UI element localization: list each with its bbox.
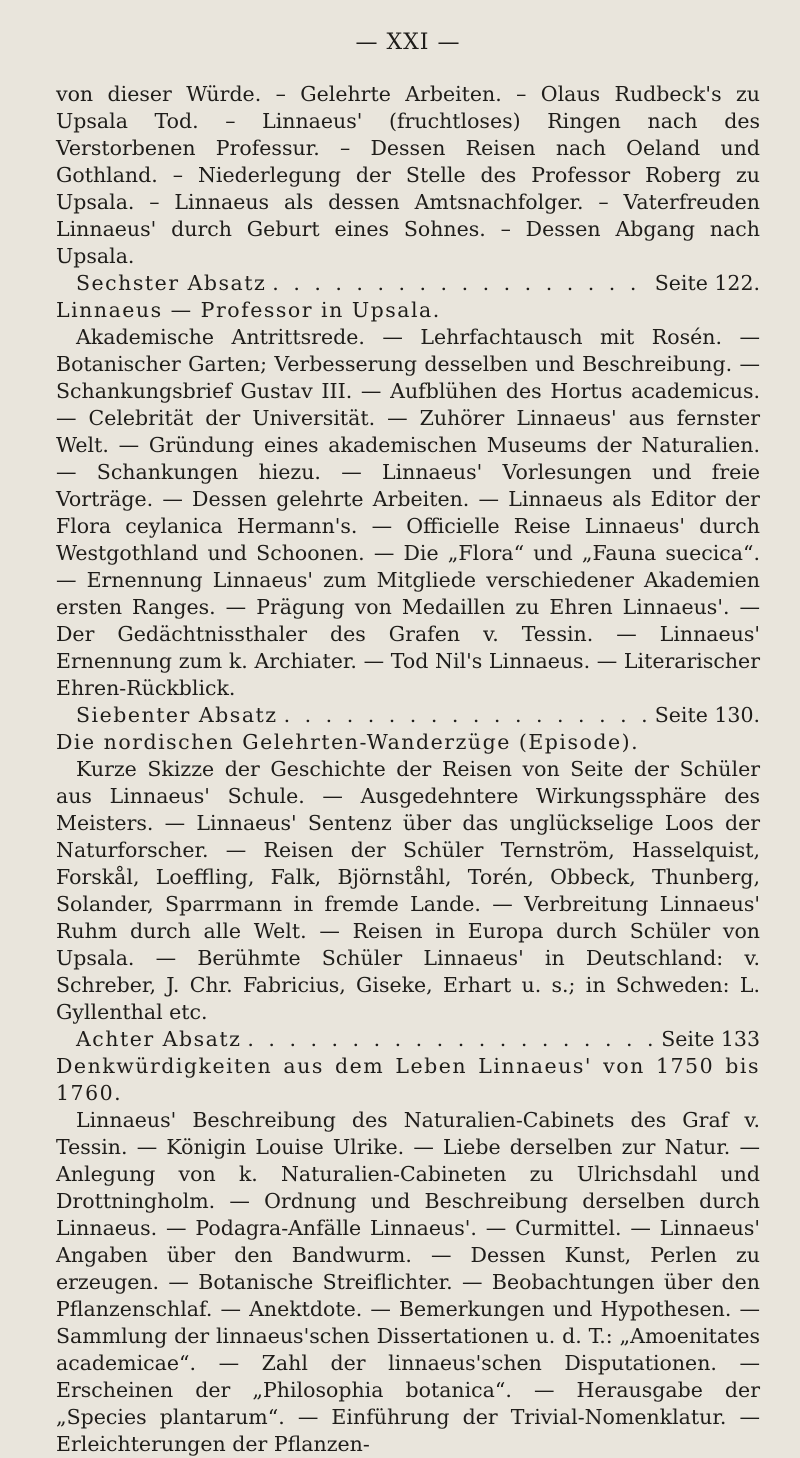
section-heading: Linnaeus — Professor in Upsala. xyxy=(56,298,441,322)
page-header: — XXI — xyxy=(355,30,461,55)
section-heading: Denkwürdigkeiten aus dem Leben Linnaeus' von 1750 bis 1760. xyxy=(56,1054,760,1105)
leader-dots xyxy=(272,270,648,297)
leader-dots xyxy=(247,1026,655,1053)
page-content xyxy=(56,81,760,1458)
paragraph-intro: von dieser Würde. – Gelehrte Arbeiten. – Olaus Rudbeck's zu Upsala Tod. – Linnaeus' (fruchtloses) Ringen nach des Verstorbenen Professur. – Dessen Reisen nach Oeland und Gothland. – Niederlegung der Stelle des Professor Roberg zu Upsala. – Linnaeus als dessen Amtsnachfolger. – Vaterfreuden Linnaeus' durch Geburt eines Sohnes. – Dessen Abgang nach Upsala. xyxy=(56,82,760,268)
paragraph-professor: Akademische Antrittsrede. — Lehrfachtausch mit Rosén. — Botanischer Garten; Verbesserung desselben und Beschreibung. — Schankungsbrief Gustav III. — Aufblühen des Hortus academicus. — Celebrität der Universität. — Zuhörer Linnaeus' aus fernster Welt. — Gründung eines akademischen Museums der Naturalien. — Schankungen hiezu. — Linnaeus' Vorlesungen und freie Vorträge. — Dessen gelehrte Arbeiten. — Linnaeus als Editor der Flora ceylanica Hermann's. — Officielle Reise Linnaeus' durch Westgothland und Schoonen. — Die „Flora“ und „Fauna suecica“. — Ernennung Linnaeus' zum Mitgliede verschiedener Akademien ersten Ranges. — Prägung von Medaillen zu Ehren Linnaeus'. — Der Gedächtnissthaler des Grafen v. Tessin. — Linnaeus' Ernennung zum k. Archiater. — Tod Nil's Linnaeus. — Literarischer Ehren-Rückblick. xyxy=(56,325,760,700)
section-line-achter xyxy=(56,1026,760,1053)
section-label: Achter Absatz xyxy=(76,1027,242,1051)
section-line-sechster xyxy=(56,270,760,297)
section-heading: Die nordischen Gelehrten-Wanderzüge (Episode). xyxy=(56,730,640,754)
paragraph-wanderzuege: Kurze Skizze der Geschichte der Reisen von Seite der Schüler aus Linnaeus' Schule. — Ausgedehntere Wirkungssphäre des Meisters. — Linnaeus' Sentenz über das unglückselige Loos der Naturforscher. — Reisen der Schüler Ternström, Hasselquist, Forskål, Loeffling, Falk, Björnståhl, Torén, Obbeck, Thunberg, Solander, Sparrmann in fremde Lande. — Verbreitung Linnaeus' Ruhm durch alle Welt. — Reisen in Europa durch Schüler von Upsala. — Berühmte Schüler Linnaeus' in Deutschland: v. Schreber, J. Chr. Fabricius, Giseke, Erhart u. s.; in Schweden: L. Gyllenthal etc. xyxy=(56,757,760,1024)
page-reference: Seite 122. xyxy=(654,271,760,295)
leader-dots xyxy=(284,702,649,729)
section-line-siebenter xyxy=(56,702,760,729)
page-reference: Seite 133 xyxy=(661,1027,760,1051)
section-label: Siebenter Absatz xyxy=(76,703,278,727)
section-label: Sechster Absatz xyxy=(76,271,267,295)
page-reference: Seite 130. xyxy=(654,703,760,727)
paragraph-denkwuerdigkeiten: Linnaeus' Beschreibung des Naturalien-Cabinets des Graf v. Tessin. — Königin Louise Ulrike. — Liebe derselben zur Natur. — Anlegung von k. Naturalien-Cabineten zu Ulrichsdahl und Drottningholm. — Ordnung und Beschreibung derselben durch Linnaeus. — Podagra-Anfälle Linnaeus'. — Curmittel. — Linnaeus' Angaben über den Bandwurm. — Dessen Kunst, Perlen zu erzeugen. — Botanische Streiflichter. — Beobachtungen über den Pflanzenschlaf. — Anektdote. — Bemerkungen und Hypothesen. — Sammlung der linnaeus'schen Dissertationen u. d. T.: „Amoenitates academicae“. — Zahl der linnaeus'schen Disputationen. — Erscheinen der „Philosophia botanica“. — Herausgabe der „Species plantarum“. — Einführung der Trivial-Nomenklatur. — Erleichterungen der Pflanzen- xyxy=(56,1108,760,1456)
